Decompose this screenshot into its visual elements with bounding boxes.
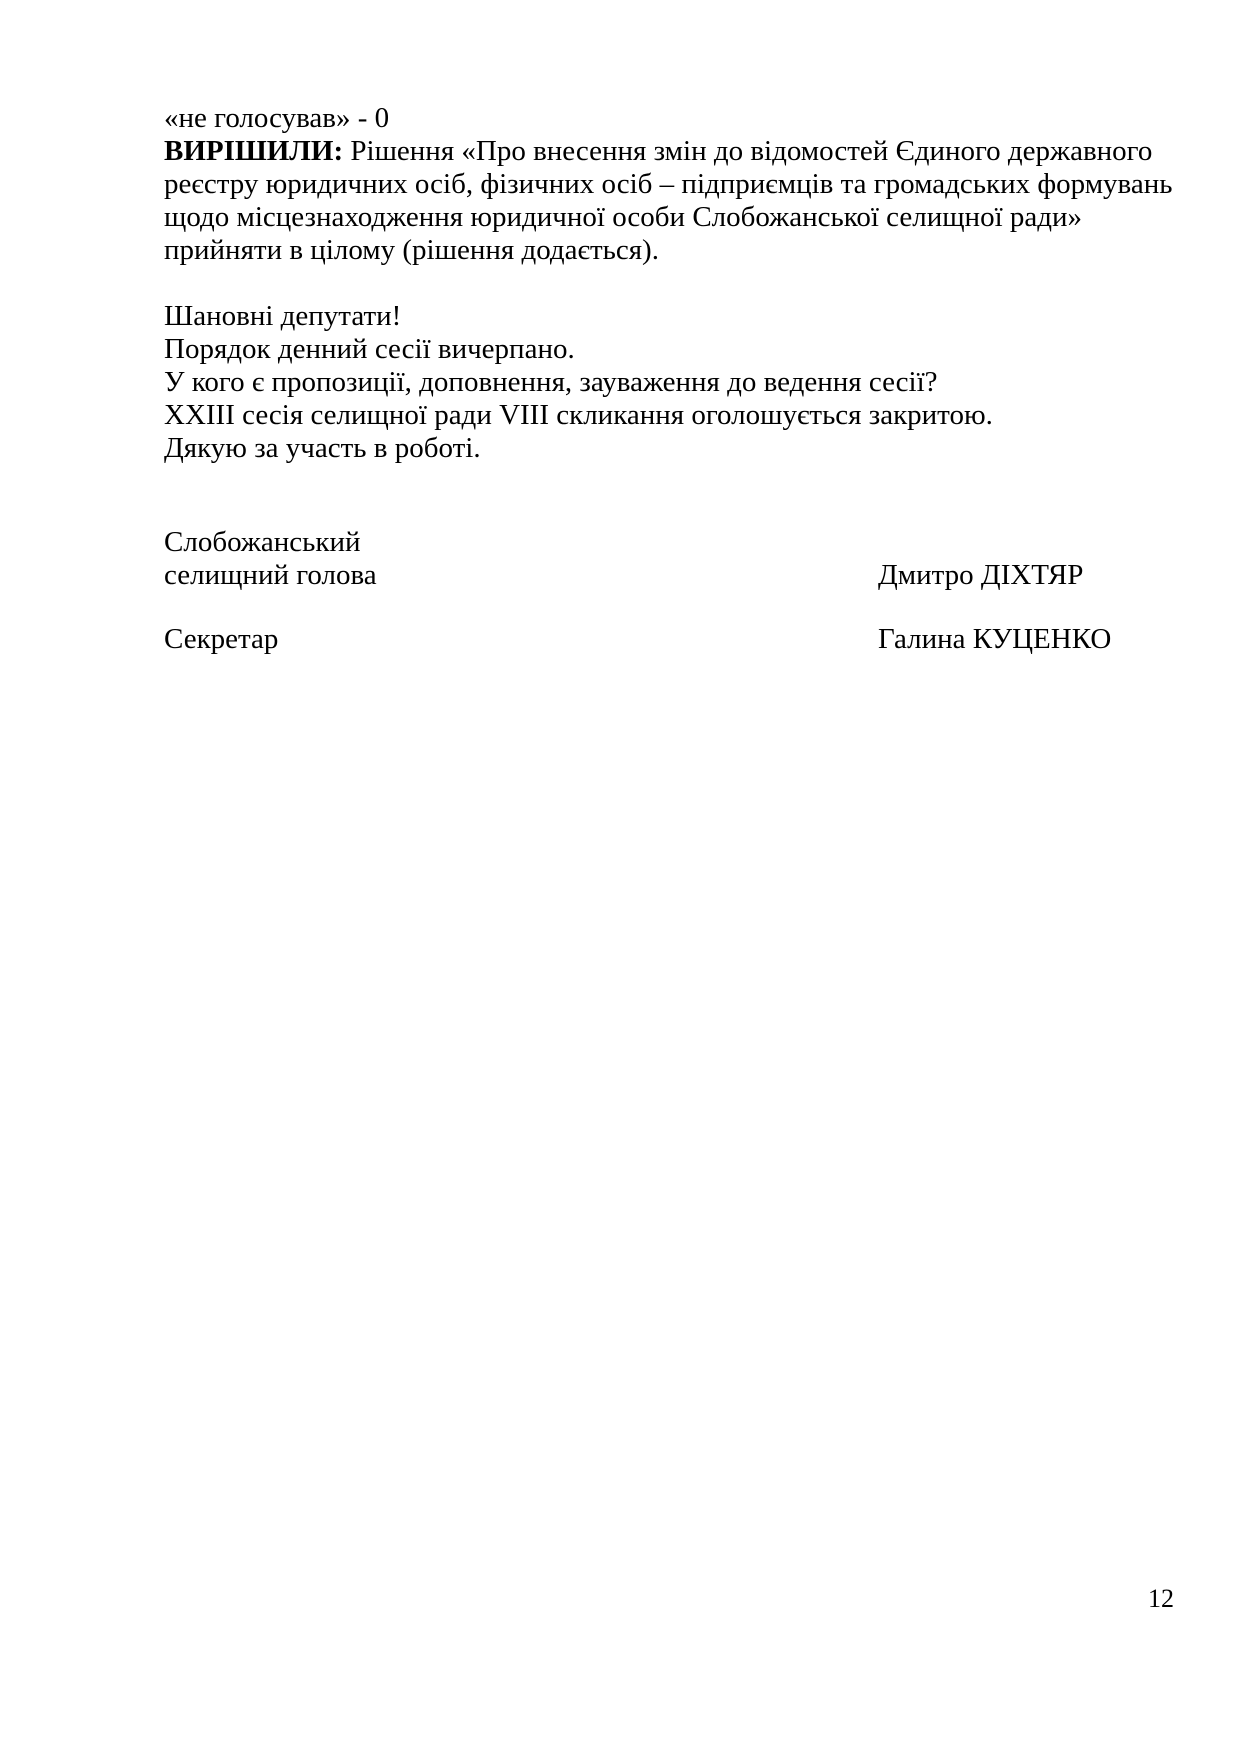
- decision-line-1: [164, 135, 1178, 168]
- not-voted-line: «не голосував» - 0: [164, 102, 390, 134]
- decision-paragraph: [164, 135, 1178, 267]
- secretary-name: Галина КУЦЕНКО: [878, 623, 1112, 655]
- head-title-line-2: селищний голова: [164, 559, 377, 591]
- closing-line: XXIII сесія селищної ради VIII скликання оголошується закритою.: [164, 399, 993, 431]
- head-title-line-1: Слобожанський: [164, 526, 361, 558]
- decision-line-3: щодо місцезнаходження юридичної особи Слобожанської селищної ради»: [164, 201, 1083, 233]
- page-number: 12: [1148, 1584, 1174, 1613]
- closing-line: Шановні депутати!: [164, 300, 402, 332]
- head-name: Дмитро ДІХТЯР: [878, 559, 1084, 591]
- closing-line: Дякую за участь в роботі.: [164, 432, 481, 464]
- vote-result: [164, 102, 1178, 135]
- secretary-title: Секретар: [164, 623, 279, 655]
- decision-text-1: Рішення «Про внесення змін до відомостей Єдиного державного: [350, 135, 1153, 167]
- closing-line: Порядок денний сесії вичерпано.: [164, 333, 575, 365]
- closing-line: У кого є пропозиції, доповнення, зауваження до ведення сесії?: [164, 366, 938, 398]
- decision-line-2: реєстру юридичних осіб, фізичних осіб – підприємців та громадських формувань: [164, 168, 1173, 200]
- closing-remarks: [164, 300, 1178, 465]
- decision-label: ВИРІШИЛИ:: [164, 135, 344, 167]
- decision-line-4: прийняти в цілому (рішення додається).: [164, 234, 659, 266]
